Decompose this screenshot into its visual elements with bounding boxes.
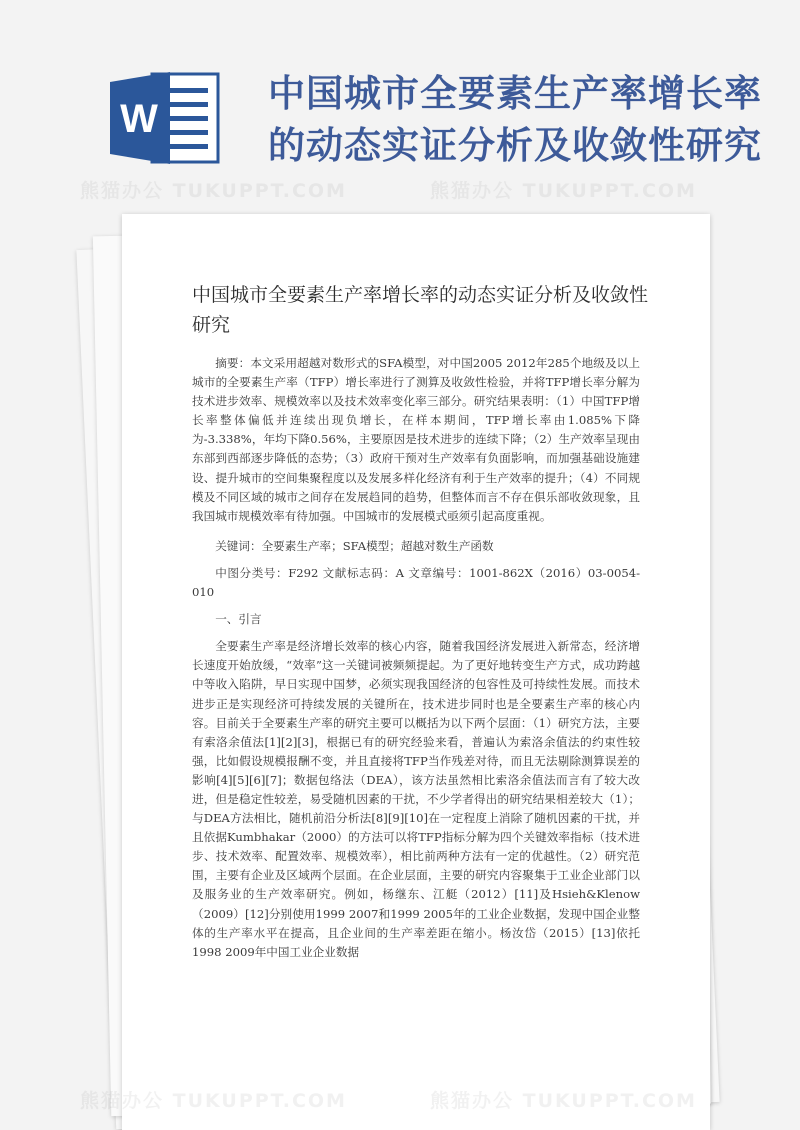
document-body [192,354,640,973]
watermark: 熊猫办公 TUKUPPT.COM [430,180,697,202]
document-page [122,214,710,1130]
keywords-paragraph: 关键词：全要素生产率；SFA模型；超越对数生产函数 [215,538,494,553]
word-document-icon [108,70,224,166]
classification-paragraph: 中图分类号：F292 文献标志码：A 文章编号：1001-862X（2016）03-0054-010 [192,565,640,600]
header-title: 中国城市全要素生产率增长率的动态实证分析及收敛性研究 [268,72,762,167]
section-heading: 一、引言 [215,612,262,627]
watermark: 熊猫办公 TUKUPPT.COM [80,180,347,202]
svg-text:W: W [120,97,158,141]
abstract-paragraph: 摘要：本文采用超越对数形式的SFA模型，对中国2005 2012年285个地级及以上城市的全要素生产率（TFP）增长率进行了测算及收敛性检验，并将TFP增长率分解为技术进步效率、规模效率以及技术效率变化率三部分。研究结果表明：（1）中国TFP增长率整体偏低并连续出现负增长，在样本期间，TFP增长率由1.085%下降为-3.338%，年均下降0.56%，主要原因是技术进步的连续下降；（2）生产效率呈现由东部到西部逐步降低的态势；（3）政府干预对生产效率有负面影响，而加强基础设施建设、提升城市的空间集聚程度以及发展多样化经济有利于生产效率的提升；（4）不同规模及不同区域的城市之间存在发展趋同的趋势，但整体而言不存在俱乐部收敛现象，且我国城市规模效率有待加强。中国城市的发展模式亟须引起高度重视。 [192,356,640,523]
document-title: 中国城市全要素生产率增长率的动态实证分析及收敛性研究 [192,284,649,336]
intro-paragraph: 全要素生产率是经济增长效率的核心内容，随着我国经济发展进入新常态，经济增长速度开始放缓，“效率”这一关键词被频频提起。为了更好地转变生产方式，成功跨越中等收入陷阱，早日实现中国梦，必须实现我国经济的包容性及可持续性发展。而技术进步正是实现经济可持续发展的关键所在，技术进步同时也是全要素生产率的核心内容。目前关于全要素生产率的研究主要可以概括为以下两个层面：（1）研究方法，主要有索洛余值法[1][2][3]，根据已有的研究经验来看，普遍认为索洛余值法的约束性较强，比如假设规模报酬不变，并且直接将TFP当作残差对待，而且无法剔除测算误差的影响[4][5][6][7]；数据包络法（DEA），该方法虽然相比索洛余值法而言有了较大改进，但是稳定性较差，易受随机因素的干扰，不少学者得出的研究结果相差较大（1）；与DEA方法相比，随机前沿分析法[8][9][10]在一定程度上消除了随机因素的干扰，并且依据Kumbhakar（2000）的方法可以将TFP指标分解为四个关键效率指标（技术进步、技术效率、配置效率、规模效率），相比前两种方法有一定的优越性。（2）研究范围，主要有企业及区域两个层面。在企业层面，主要的研究内容聚集于工业企业部门以及服务业的生产效率研究。例如，杨继东、江艇（2012）[11]及Hsieh&Klenow（2009）[12]分别使用1999 2007和1999 2005年的工业企业数据，发现中国企业整体的生产率水平在提高，且企业间的生产率差距在缩小。杨汝岱（2015）[13]依托1998 2009年中国工业企业数据 [192,639,640,959]
